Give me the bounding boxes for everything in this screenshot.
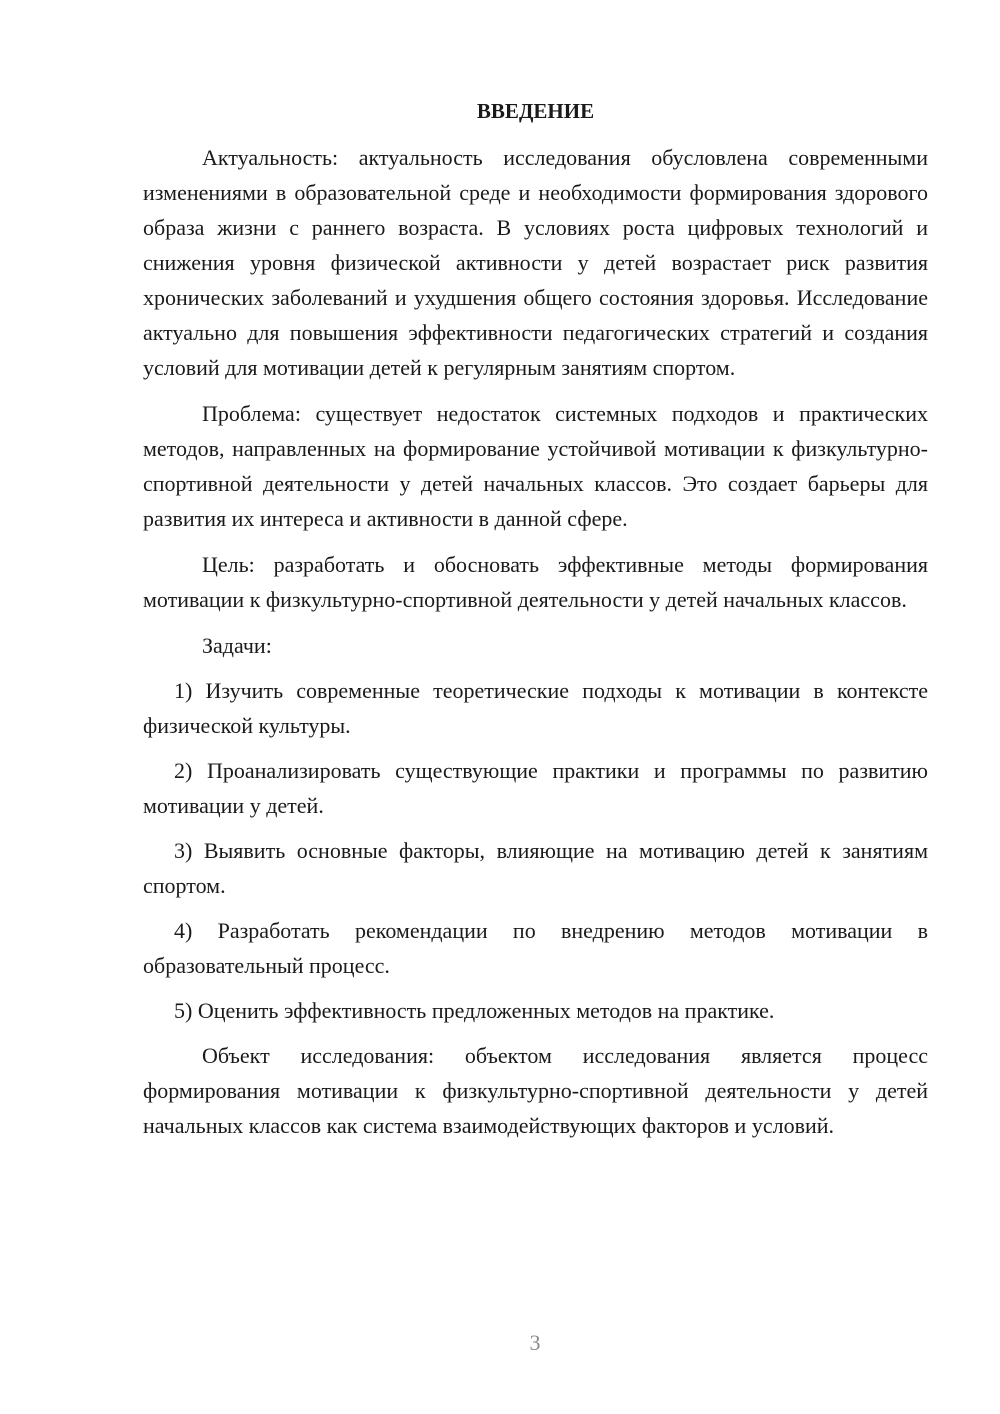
page-body <box>143 94 928 1154</box>
tasks-label: Задачи: <box>202 633 272 658</box>
page-title: ВВЕДЕНИЕ <box>476 99 595 123</box>
page-number: 3 <box>529 1330 541 1355</box>
paragraph-goal: Цель: разработать и обосновать эффективные методы формирования мотивации к физкультурно-спортивной деятельности у детей начальных классов. <box>143 552 928 612</box>
task-item: 5) Оценить эффективность предложенных методов на практике. <box>174 998 775 1023</box>
paragraph-problem: Проблема: существует недостаток системных подходов и практических методов, направленных на формирование устойчивой мотивации к физкультурно-спортивной деятельности у детей начальных классов. Это создает барьеры для развития их интереса и активности в данной сфере. <box>143 401 928 531</box>
paragraph-object: Объект исследования: объектом исследования является процесс формирования мотивации к физкультурно-спортивной деятельности у детей начальных классов как система взаимодействующих факторов и условий. <box>143 1043 928 1138</box>
task-item: 3) Выявить основные факторы, влияющие на мотивацию детей к занятиям спортом. <box>143 838 928 898</box>
task-item: 2) Проанализировать существующие практики и программы по развитию мотивации у детей. <box>143 758 928 818</box>
task-item: 4) Разработать рекомендации по внедрению методов мотивации в образовательный процесс. <box>143 918 928 978</box>
task-item: 1) Изучить современные теоретические подходы к мотивации в контексте физической культуры. <box>143 678 928 738</box>
paragraph-relevance: Актуальность: актуальность исследования обусловлена современными изменениями в образовательной среде и необходимости формирования здорового образа жизни с раннего возраста. В условиях роста цифровых технологий и снижения уровня физической активности у детей возрастает риск развития хронических заболеваний и ухудшения общего состояния здоровья. Исследование актуально для повышения эффективности педагогических стратегий и создания условий для мотивации детей к регулярным занятиям спортом. <box>143 145 928 380</box>
